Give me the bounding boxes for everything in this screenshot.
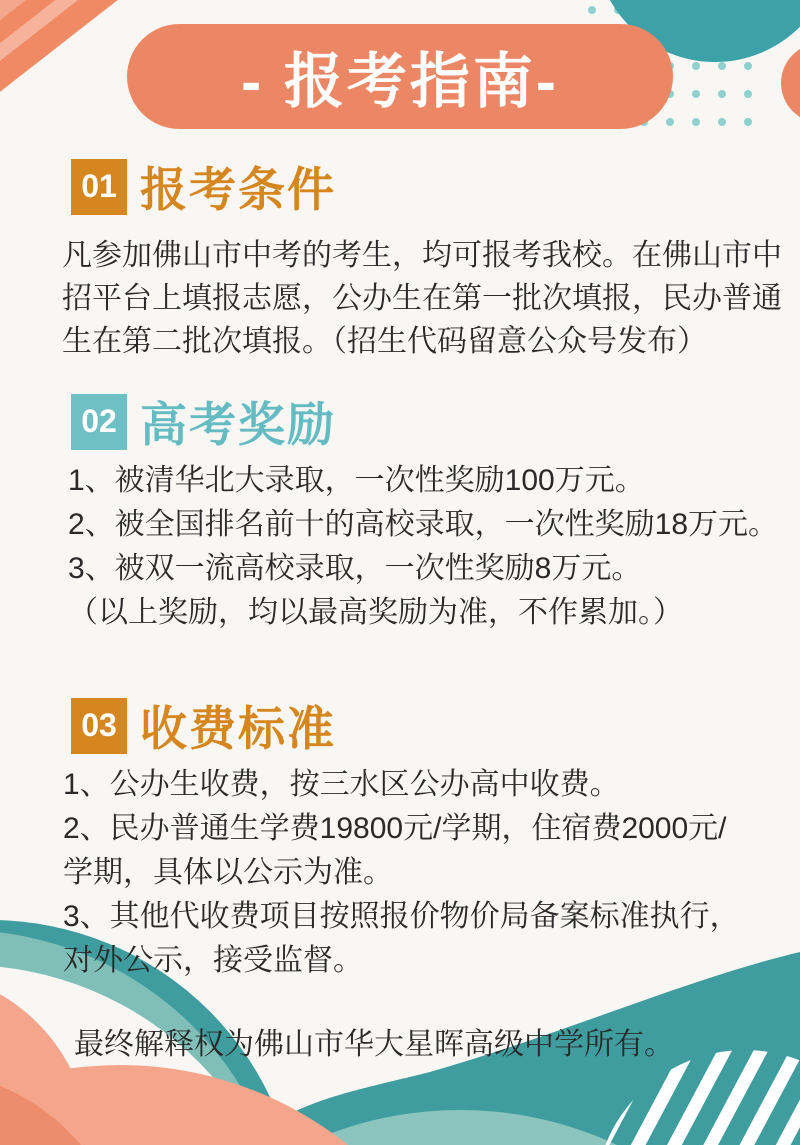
section-02-body <box>68 459 778 635</box>
section-03-number-badge: 03 <box>71 698 127 754</box>
list-item: 1、被清华北大录取，一次性奖励100万元。 <box>68 464 645 497</box>
section-01-body <box>62 234 782 363</box>
body-line: 招平台上填报志愿，公办生在第一批次填报，民办普通 <box>62 282 782 315</box>
section-03-title: 收费标准 <box>140 702 336 755</box>
body-line: 生在第二批次填报。（招生代码留意公众号发布） <box>62 325 707 358</box>
footer-text: 最终解释权为佛山市华大星晖高级中学所有。 <box>74 1028 674 1061</box>
section-03-body <box>63 763 740 983</box>
footer-note <box>74 1023 674 1066</box>
title-banner <box>127 24 673 129</box>
list-item: 2、被全国排名前十的高校录取，一次性奖励18万元。 <box>68 508 779 541</box>
list-item-wrap: 学期，具体以公示为准。 <box>63 856 393 889</box>
orange-bump-decoration <box>781 43 800 123</box>
list-item-wrap: 对外公示，接受监督。 <box>63 944 363 977</box>
list-item: 3、被双一流高校录取，一次性奖励8万元。 <box>68 552 642 585</box>
section-01-header <box>71 153 336 220</box>
body-line: 凡参加佛山市中考的考生，均可报考我校。在佛山市中 <box>62 239 782 272</box>
section-02-header <box>71 388 336 455</box>
section-01-title: 报考条件 <box>140 163 336 216</box>
list-note: （以上奖励，均以最高奖励为准，不作累加。） <box>68 596 683 629</box>
page-title: - 报考指南- <box>241 47 559 115</box>
list-item: 3、其他代收费项目按照报价物价局备案标准执行， <box>63 900 740 933</box>
section-03-header <box>71 692 336 759</box>
corner-stripes-decoration <box>0 0 120 95</box>
list-item: 2、民办普通生学费19800元/学期，住宿费2000元/ <box>63 812 727 845</box>
list-item: 1、公办生收费，按三水区公办高中收费。 <box>63 768 620 801</box>
section-02-title: 高考奖励 <box>140 398 336 451</box>
section-01-number-badge: 01 <box>71 159 127 215</box>
section-02-number-badge: 02 <box>71 394 127 450</box>
